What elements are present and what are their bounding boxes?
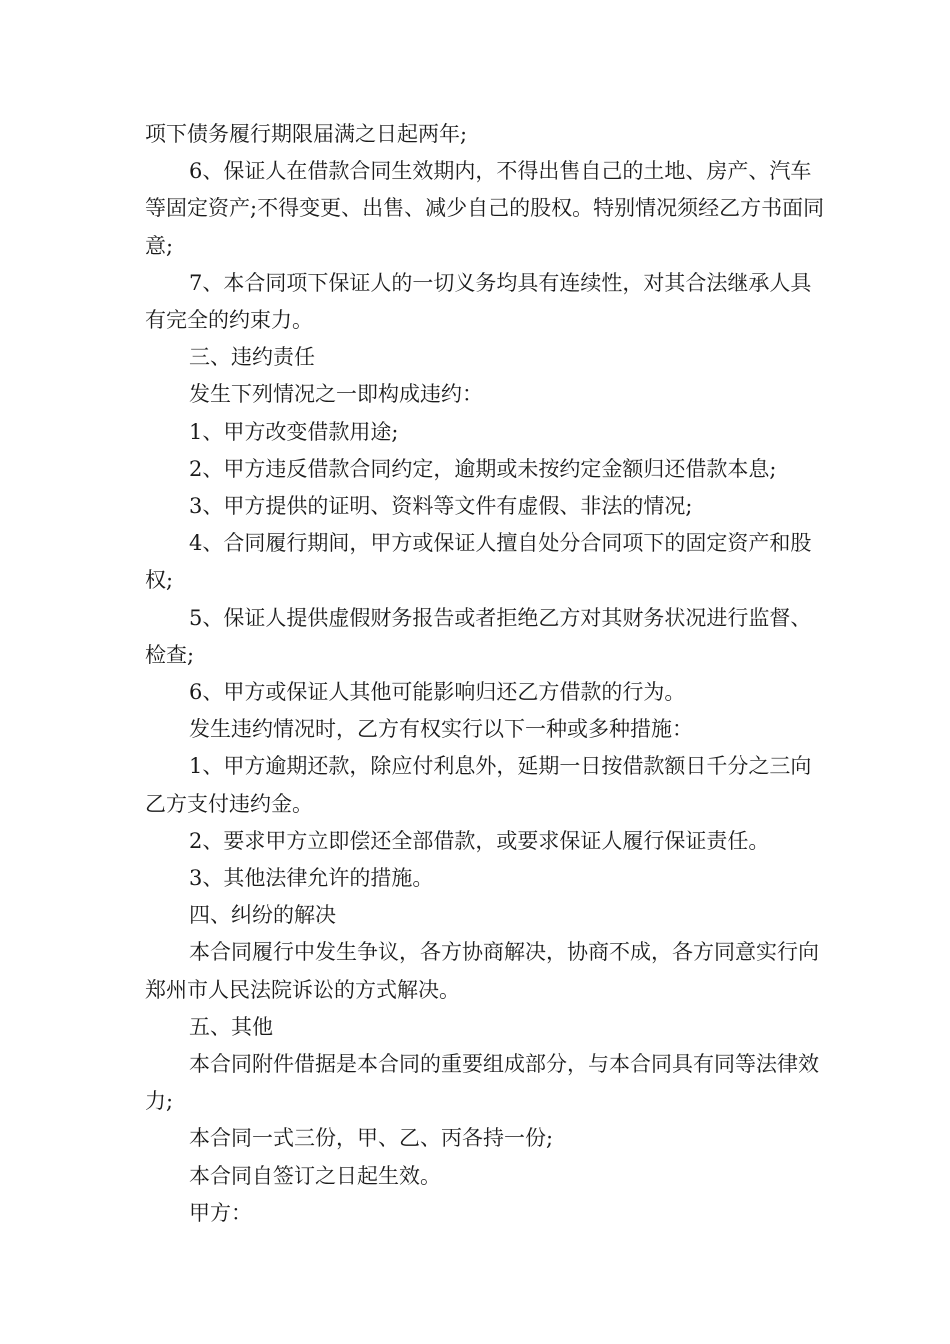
paragraph-dispute: 本合同履行中发生争议，各方协商解决，协商不成，各方同意实行向郑州市人民法院诉讼的方式解决。 — [145, 940, 819, 1002]
section-heading-other: 五、其他 — [189, 1014, 273, 1039]
paragraph-measure-2: 2、要求甲方立即偿还全部借款，或要求保证人履行保证责任。 — [189, 828, 770, 853]
paragraph-other-2: 本合同一式三份，甲、乙、丙各持一份; — [189, 1126, 554, 1151]
paragraph-measure-3: 3、其他法律允许的措施。 — [189, 866, 434, 891]
paragraph-breach-3: 3、甲方提供的证明、资料等文件有虚假、非法的情况; — [189, 494, 693, 519]
paragraph-clause-6: 6、保证人在借款合同生效期内，不得出售自己的土地、房产、汽车等固定资产;不得变更、出售、减少自己的股权。特别情况须经乙方书面同意; — [145, 159, 825, 258]
paragraph-breach-5: 5、保证人提供虚假财务报告或者拒绝乙方对其财务状况进行监督、检查; — [145, 605, 812, 667]
paragraph-breach-1: 1、甲方改变借款用途; — [189, 419, 399, 444]
paragraph-other-3: 本合同自签订之日起生效。 — [189, 1163, 441, 1188]
paragraph-breach-4: 4、合同履行期间，甲方或保证人擅自处分合同项下的固定资产和股权; — [145, 531, 812, 593]
paragraph-breach-intro: 发生下列情况之一即构成违约： — [189, 382, 483, 407]
paragraph-continuation: 项下债务履行期限届满之日起两年; — [145, 122, 468, 146]
section-heading-breach: 三、违约责任 — [189, 345, 315, 370]
paragraph-breach-2: 2、甲方违反借款合同约定，逾期或未按约定金额归还借款本息; — [189, 456, 777, 481]
paragraph-measures-intro: 发生违约情况时，乙方有权实行以下一种或多种措施： — [189, 717, 693, 742]
signature-party-a: 甲方： — [189, 1200, 252, 1225]
paragraph-breach-6: 6、甲方或保证人其他可能影响归还乙方借款的行为。 — [189, 680, 686, 705]
paragraph-clause-7: 7、本合同项下保证人的一切义务均具有连续性，对其合法继承人具有完全的约束力。 — [145, 270, 812, 333]
section-heading-dispute: 四、纠纷的解决 — [189, 903, 336, 928]
paragraph-measure-1: 1、甲方逾期还款，除应付利息外，延期一日按借款额日千分之三向乙方支付违约金。 — [145, 754, 812, 816]
paragraph-other-1: 本合同附件借据是本合同的重要组成部分，与本合同具有同等法律效力; — [145, 1052, 819, 1114]
document-body — [145, 116, 825, 1232]
